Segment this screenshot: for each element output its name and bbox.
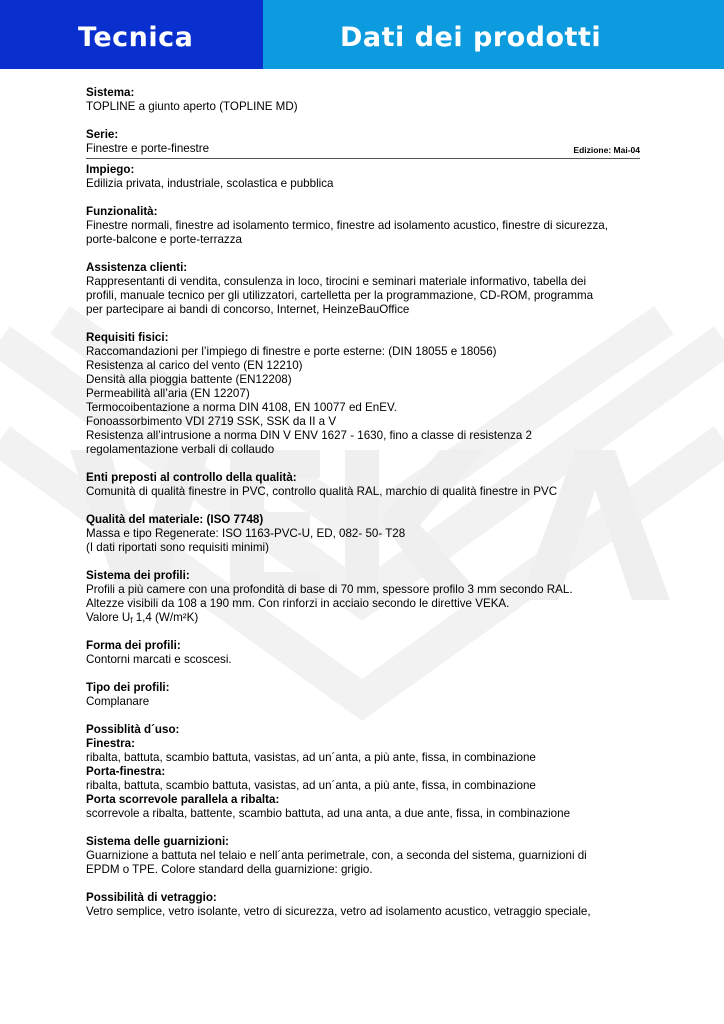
text-line: Termocoibentazione a norma DIN 4108, EN 10077 ed EnEV. xyxy=(86,401,397,414)
section-assistenza xyxy=(86,261,646,317)
text-line: Vetro semplice, vetro isolante, vetro di sicurezza, vetro ad isolamento acustico, vetraggio speciale, xyxy=(86,905,591,918)
edition-rule xyxy=(86,143,640,159)
text-line: porte-balcone e porte-terrazza xyxy=(86,233,242,246)
text-line: regolamentazione verbali di collaudo xyxy=(86,443,275,456)
text-line: ribalta, battuta, scambio battuta, vasistas, ad un´anta, a più ante, fissa, in combinazione xyxy=(86,779,536,792)
text-line: per partecipare ai bandi di concorso, Internet, HeinzeBauOffice xyxy=(86,303,410,316)
text-line: Massa e tipo Regenerate: ISO 1163-PVC-U, ED, 082- 50- T28 xyxy=(86,527,406,540)
heading-serie: Serie: xyxy=(86,128,119,141)
text-line: EPDM o TPE. Colore standard della guarnizione: grigio. xyxy=(86,863,373,876)
uf-prefix: Valore U xyxy=(86,611,131,624)
text-line: Profili a più camere con una profondità di base di 70 mm, spessore profilo 3 mm secondo RAL. xyxy=(86,583,573,596)
text-line: scorrevole a ribalta, battente, scambio battuta, ad una anta, a due ante, fissa, in combinazione xyxy=(86,807,571,820)
header-right-band xyxy=(263,0,724,69)
heading-qualita: Qualità del materiale: (ISO 7748) xyxy=(86,513,264,526)
subheading-finestra: Finestra: xyxy=(86,737,135,750)
text-line: Altezze visibili da 108 a 190 mm. Con rinforzi in acciaio secondo le direttive VEKA. xyxy=(86,597,510,610)
text-line: TOPLINE a giunto aperto (TOPLINE MD) xyxy=(86,100,298,113)
text-line: Finestre e porte-finestre xyxy=(86,142,210,155)
page-header xyxy=(0,0,724,69)
text-line: Comunità di qualità finestre in PVC, controllo qualità RAL, marchio di qualità finestre in PVC xyxy=(86,485,558,498)
text-line: Densità alla pioggia battente (EN12208) xyxy=(86,373,292,386)
section-vetraggio xyxy=(86,891,646,919)
subheading-porta-finestra: Porta-finestra: xyxy=(86,765,166,778)
text-line: Complanare xyxy=(86,695,150,708)
text-line: profili, manuale tecnico per gli utilizzatori, cartelletta per la programmazione, CD-ROM, programma xyxy=(86,289,594,302)
heading-assistenza: Assistenza clienti: xyxy=(86,261,188,274)
heading-impiego: Impiego: xyxy=(86,163,135,176)
section-impiego xyxy=(86,163,646,191)
section-guarnizioni xyxy=(86,835,646,877)
header-title-tecnica: Tecnica xyxy=(78,22,194,53)
text-line: ribalta, battuta, scambio battuta, vasistas, ad un´anta, a più ante, fissa, in combinazione xyxy=(86,751,536,764)
document-body xyxy=(86,86,646,933)
uf-value-line xyxy=(86,611,646,625)
heading-vetraggio: Possibilità di vetraggio: xyxy=(86,891,217,904)
section-requisiti xyxy=(86,331,646,457)
text-line: Finestre normali, finestre ad isolamento termico, finestre ad isolamento acustico, finestre di sicurezza, xyxy=(86,219,608,232)
heading-possibilita: Possiblità d´uso: xyxy=(86,723,180,736)
heading-guarnizioni: Sistema delle guarnizioni: xyxy=(86,835,230,848)
text-line: Permeabilità all’aria (EN 12207) xyxy=(86,387,250,400)
header-left-band xyxy=(0,0,263,69)
uf-subscript: f xyxy=(130,616,133,625)
section-possibilita xyxy=(86,723,646,821)
section-funzionalita xyxy=(86,205,646,247)
uf-suffix: 1,4 (W/m²K) xyxy=(132,611,199,624)
section-enti xyxy=(86,471,646,499)
text-line: Resistenza all’intrusione a norma DIN V ENV 1627 - 1630, fino a classe di resistenza 2 xyxy=(86,429,532,442)
text-line: Resistenza al carico del vento (EN 12210) xyxy=(86,359,303,372)
text-line: Contorni marcati e scoscesi. xyxy=(86,653,232,666)
section-qualita xyxy=(86,513,646,555)
heading-sistema-profili: Sistema dei profili: xyxy=(86,569,190,582)
heading-forma: Forma dei profili: xyxy=(86,639,181,652)
text-line: Raccomandazioni per l’impiego di finestre e porte esterne: (DIN 18055 e 18056) xyxy=(86,345,497,358)
section-forma xyxy=(86,639,646,667)
edition-label: Edizione: Mai-04 xyxy=(573,145,640,155)
text-line: Fonoassorbimento VDI 2719 SSK, SSK da II a V xyxy=(86,415,337,428)
section-sistema-profili xyxy=(86,569,646,625)
heading-requisiti: Requisiti fisici: xyxy=(86,331,169,344)
heading-funzionalita: Funzionalità: xyxy=(86,205,158,218)
text-line: Guarnizione a battuta nel telaio e nell´anta perimetrale, con, a seconda del sistema, guarnizioni di xyxy=(86,849,587,862)
heading-sistema: Sistema: xyxy=(86,86,135,99)
text-line: Edilizia privata, industriale, scolastica e pubblica xyxy=(86,177,334,190)
subheading-scorrevole: Porta scorrevole parallela a ribalta: xyxy=(86,793,280,806)
heading-enti: Enti preposti al controllo della qualità: xyxy=(86,471,297,484)
heading-tipo: Tipo dei profili: xyxy=(86,681,170,694)
section-tipo xyxy=(86,681,646,709)
text-line: (I dati riportati sono requisiti minimi) xyxy=(86,541,269,554)
header-title-dati-prodotti: Dati dei prodotti xyxy=(340,22,602,53)
text-line: Rappresentanti di vendita, consulenza in loco, tirocini e seminari materiale informativo, tabella dei xyxy=(86,275,587,288)
section-sistema xyxy=(86,86,646,114)
